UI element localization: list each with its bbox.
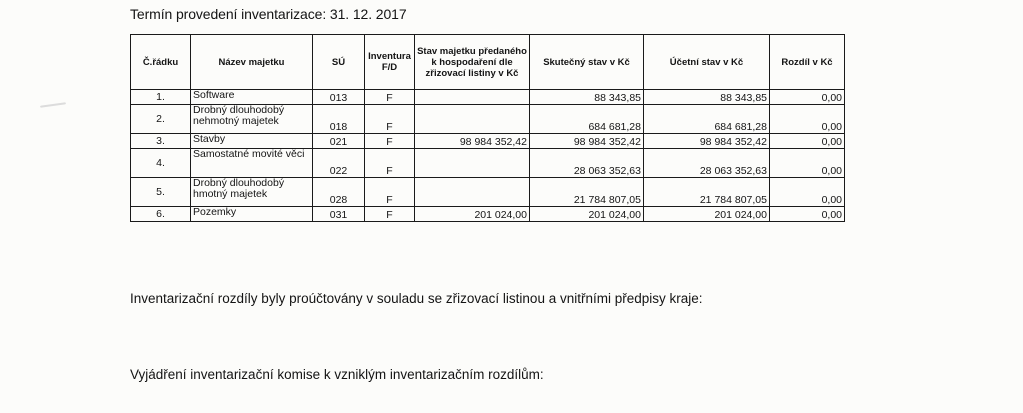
scan-mark <box>40 102 66 108</box>
commission-statement-text: Vyjádření inventarizační komise k vzniklým inventarizačním rozdílům: <box>130 367 544 382</box>
actual-amount: 88 343,85 <box>530 90 644 105</box>
actual-amount: 684 681,28 <box>530 105 644 134</box>
col-header-book-state: Účetní stav v Kč <box>644 35 770 90</box>
asset-name: Stavby <box>191 134 313 149</box>
transferred-amount <box>415 90 530 105</box>
account-code: 028 <box>313 178 365 207</box>
inventory-date-heading: Termín provedení inventarizace: 31. 12. 2017 <box>130 6 407 22</box>
row-number: 3. <box>131 134 191 149</box>
table-row <box>131 207 845 222</box>
asset-name: Drobný dlouhodobý hmotný majetek <box>191 178 313 207</box>
asset-name: Drobný dlouhodobý nehmotný majetek <box>191 105 313 134</box>
inventory-table <box>130 34 845 222</box>
account-code: 018 <box>313 105 365 134</box>
actual-amount: 201 024,00 <box>530 207 644 222</box>
col-header-difference: Rozdíl v Kč <box>770 35 845 90</box>
difference-amount: 0,00 <box>770 178 845 207</box>
col-header-actual-state: Skutečný stav v Kč <box>530 35 644 90</box>
book-amount: 98 984 352,42 <box>644 134 770 149</box>
account-code: 013 <box>313 90 365 105</box>
col-header-account: SÚ <box>313 35 365 90</box>
row-number: 1. <box>131 90 191 105</box>
table-row <box>131 90 845 105</box>
account-code: 022 <box>313 149 365 178</box>
inventory-type: F <box>365 105 415 134</box>
inventory-type: F <box>365 178 415 207</box>
inventory-type: F <box>365 90 415 105</box>
row-number: 6. <box>131 207 191 222</box>
table-row <box>131 149 845 178</box>
asset-name: Software <box>191 90 313 105</box>
difference-amount: 0,00 <box>770 105 845 134</box>
col-header-asset-name: Název majetku <box>191 35 313 90</box>
difference-amount: 0,00 <box>770 90 845 105</box>
book-amount: 21 784 807,05 <box>644 178 770 207</box>
actual-amount: 98 984 352,42 <box>530 134 644 149</box>
difference-amount: 0,00 <box>770 134 845 149</box>
col-header-row-number: Č.řádku <box>131 35 191 90</box>
row-number: 4. <box>131 149 191 178</box>
difference-amount: 0,00 <box>770 149 845 178</box>
actual-amount: 21 784 807,05 <box>530 178 644 207</box>
transferred-amount: 201 024,00 <box>415 207 530 222</box>
asset-name: Samostatné movité věci <box>191 149 313 178</box>
book-amount: 201 024,00 <box>644 207 770 222</box>
difference-amount: 0,00 <box>770 207 845 222</box>
inventory-type: F <box>365 207 415 222</box>
row-number: 5. <box>131 178 191 207</box>
actual-amount: 28 063 352,63 <box>530 149 644 178</box>
inventory-type: F <box>365 134 415 149</box>
transferred-amount <box>415 149 530 178</box>
inventory-type: F <box>365 149 415 178</box>
differences-accounted-text: Inventarizační rozdíly byly proúčtovány v souladu se zřizovací listinou a vnitřními předpisy kraje: <box>130 291 703 306</box>
transferred-amount <box>415 105 530 134</box>
account-code: 021 <box>313 134 365 149</box>
transferred-amount: 98 984 352,42 <box>415 134 530 149</box>
col-header-transferred-state: Stav majetku předaného k hospodaření dle zřizovací listiny v Kč <box>415 35 530 90</box>
book-amount: 28 063 352,63 <box>644 149 770 178</box>
table-row <box>131 134 845 149</box>
col-header-inventory-type: Inventura F/D <box>365 35 415 90</box>
row-number: 2. <box>131 105 191 134</box>
table-row <box>131 178 845 207</box>
asset-name: Pozemky <box>191 207 313 222</box>
book-amount: 88 343,85 <box>644 90 770 105</box>
account-code: 031 <box>313 207 365 222</box>
transferred-amount <box>415 178 530 207</box>
table-header-row <box>131 35 845 90</box>
book-amount: 684 681,28 <box>644 105 770 134</box>
table-row <box>131 105 845 134</box>
